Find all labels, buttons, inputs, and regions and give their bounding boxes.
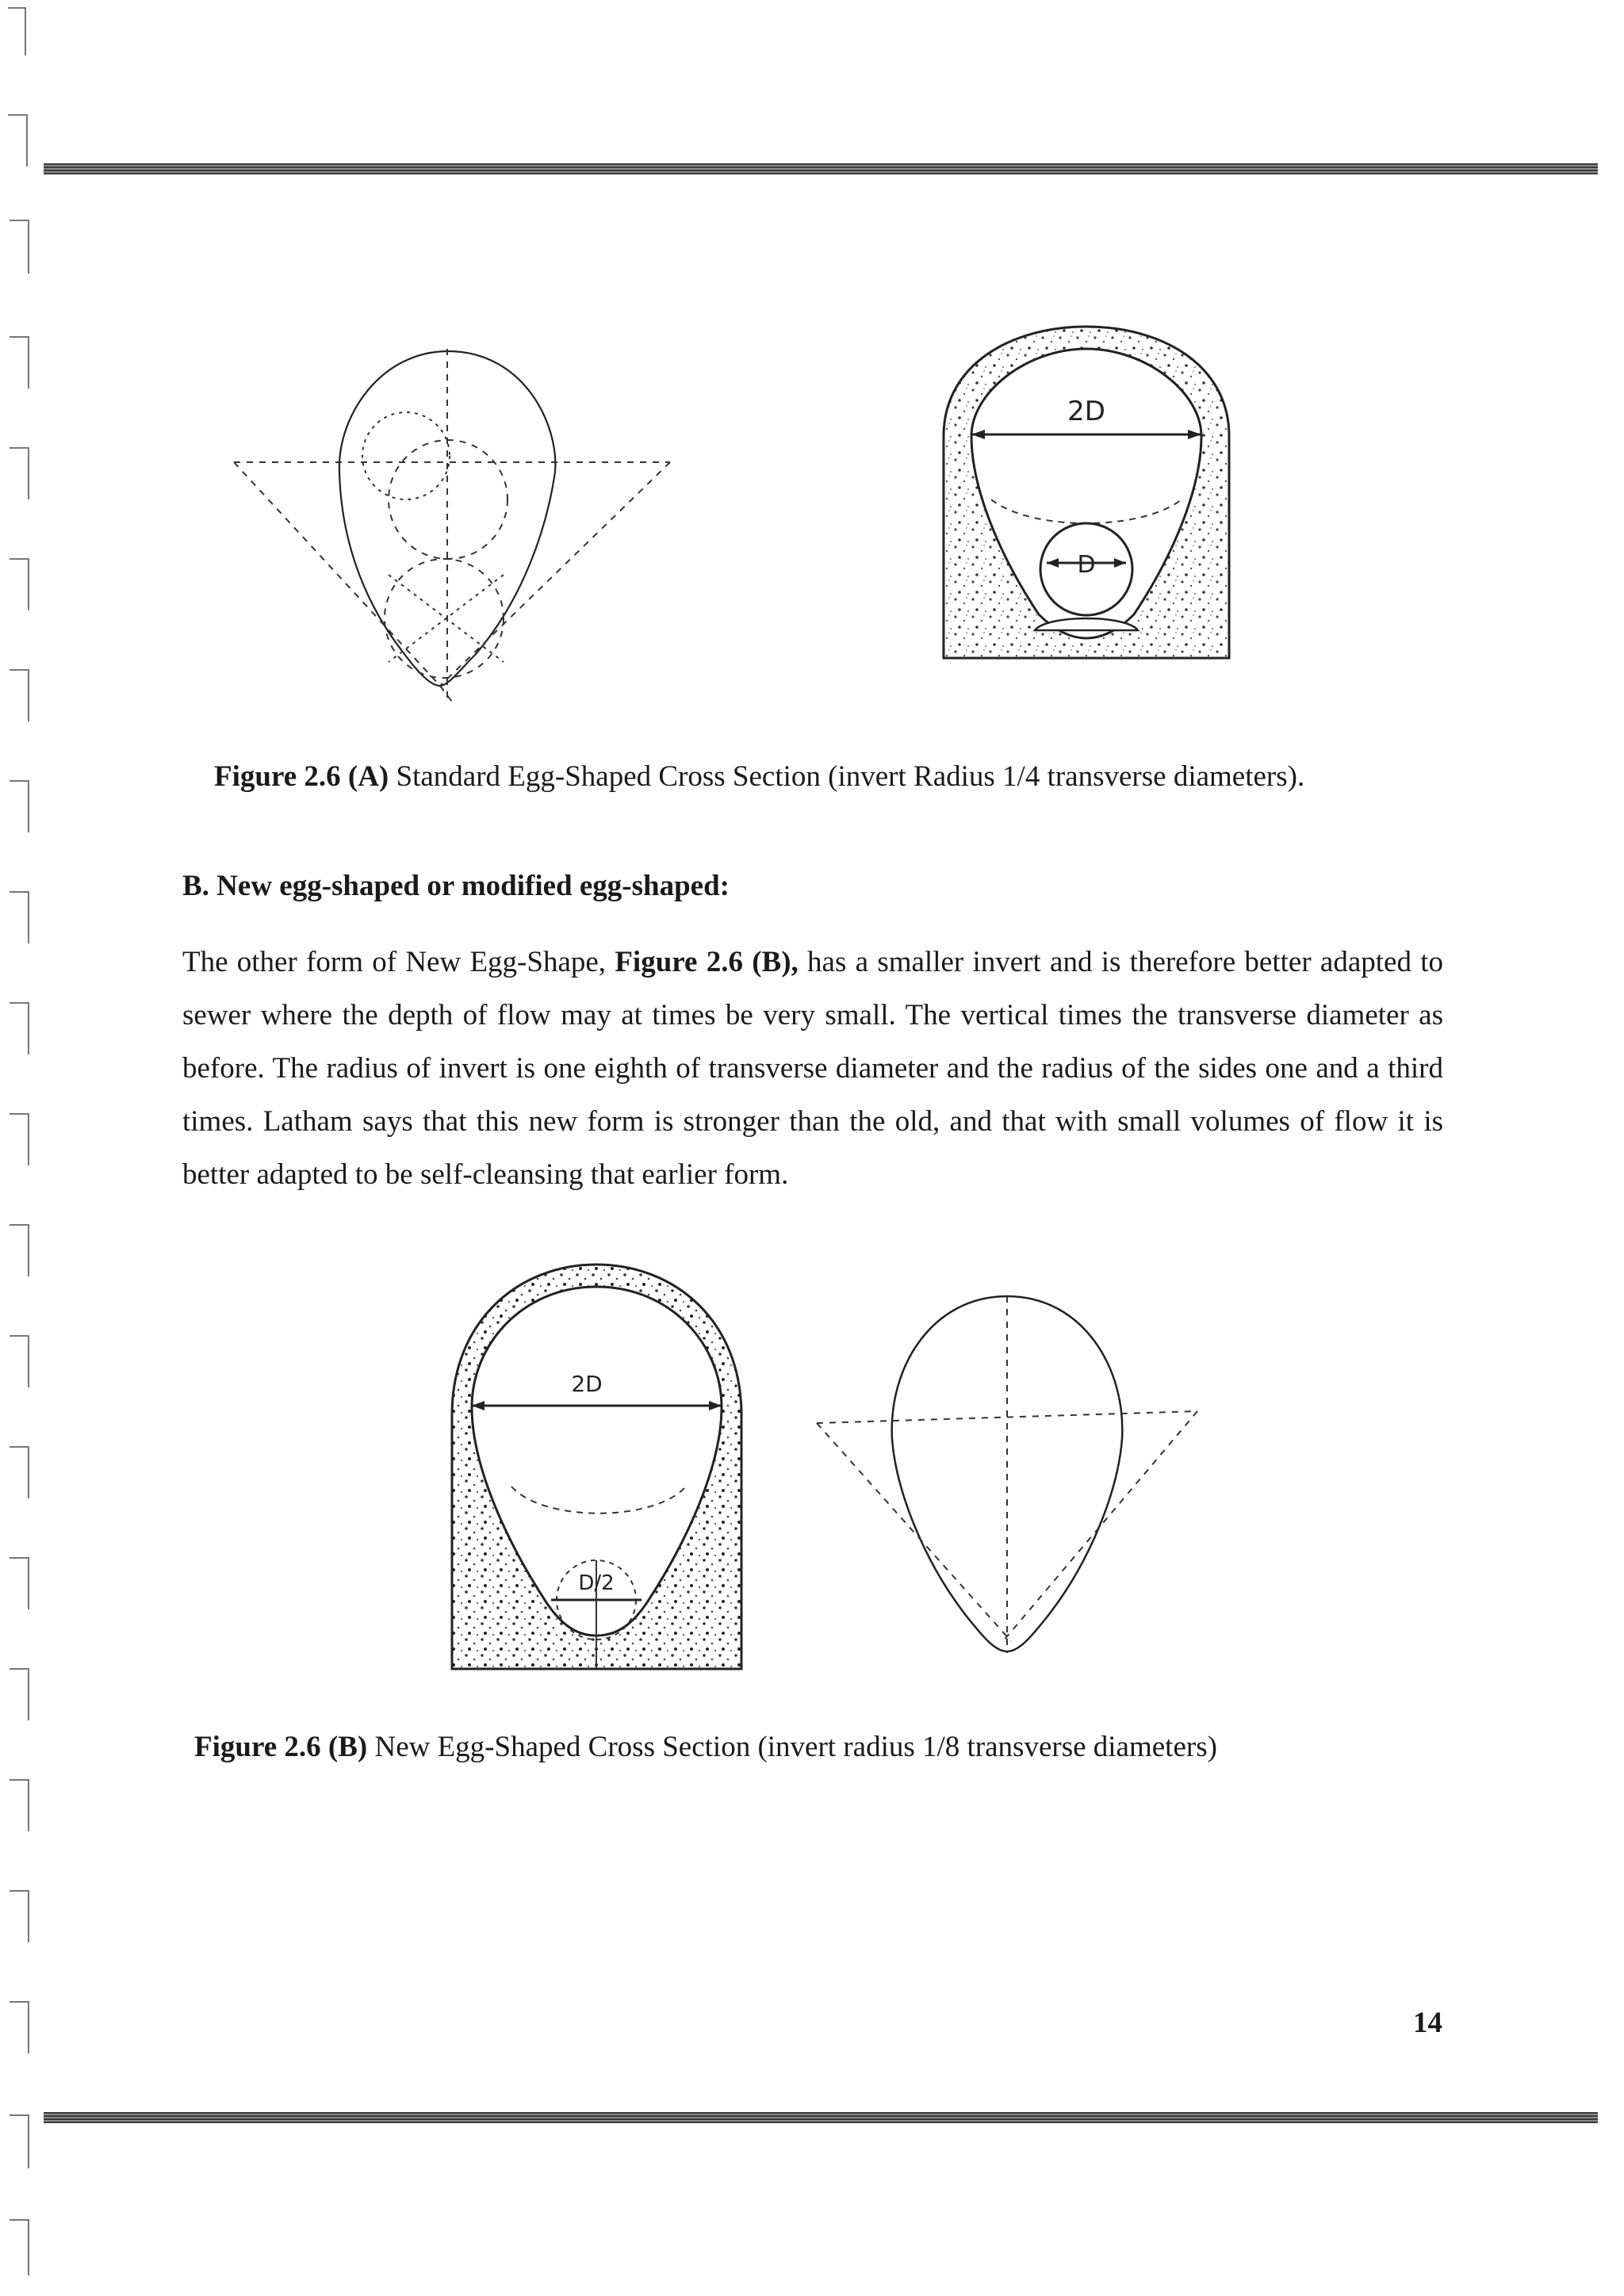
figure-a-egg-construction-diagram: [222, 337, 690, 710]
figure-b-caption: [194, 1730, 1217, 1764]
small-construction-circle: [362, 412, 450, 499]
bottom-rule: [44, 2112, 1598, 2123]
body-paragraph-part2: has a smaller invert and is therefore better adapted to sewer where the depth of flow may at times be very small. The vertical times the transverse diameter as before. The radius of invert is one eighth of transverse diameter and the radius of the sides one and a third times. Latham says that this new form is stronger than the old, and that with small volumes of flow it is better adapted to be self-cleansing that earlier form.: [182, 946, 1443, 1191]
figure-b-egg-construction-diagram: [809, 1280, 1205, 1661]
figure-b-caption-label: Figure 2.6 (B): [194, 1731, 368, 1763]
dim-2d-label: 2D: [1067, 396, 1105, 427]
lower-construction-circle: [385, 559, 504, 678]
figure-a-concrete-section-diagram: [936, 317, 1237, 666]
invert-d-label: D: [1077, 551, 1096, 579]
dim-2d-label: 2D: [571, 1371, 603, 1397]
figure-a-caption-label: Figure 2.6 (A): [214, 760, 389, 793]
body-paragraph: [182, 936, 1443, 1201]
body-paragraph-part1: The other form of New Egg-Shape,: [182, 946, 615, 978]
figure-b-concrete-section-diagram: [448, 1257, 745, 1677]
figure-a-caption: [214, 760, 1304, 794]
binder-spine-marks: [0, 0, 71, 2296]
body-paragraph-figure-ref: Figure 2.6 (B),: [615, 946, 799, 978]
figure-a-caption-text: Standard Egg-Shaped Cross Section (invert Radius 1/4 transverse diameters).: [389, 760, 1305, 793]
page-number: 14: [1413, 2007, 1442, 2039]
top-rule: [44, 163, 1598, 174]
section-heading: B. New egg-shaped or modified egg-shaped:: [182, 870, 730, 902]
invert-d2-label: D/2: [578, 1571, 615, 1595]
figure-b-caption-text: New Egg-Shaped Cross Section (invert radius 1/8 transverse diameters): [367, 1731, 1217, 1763]
